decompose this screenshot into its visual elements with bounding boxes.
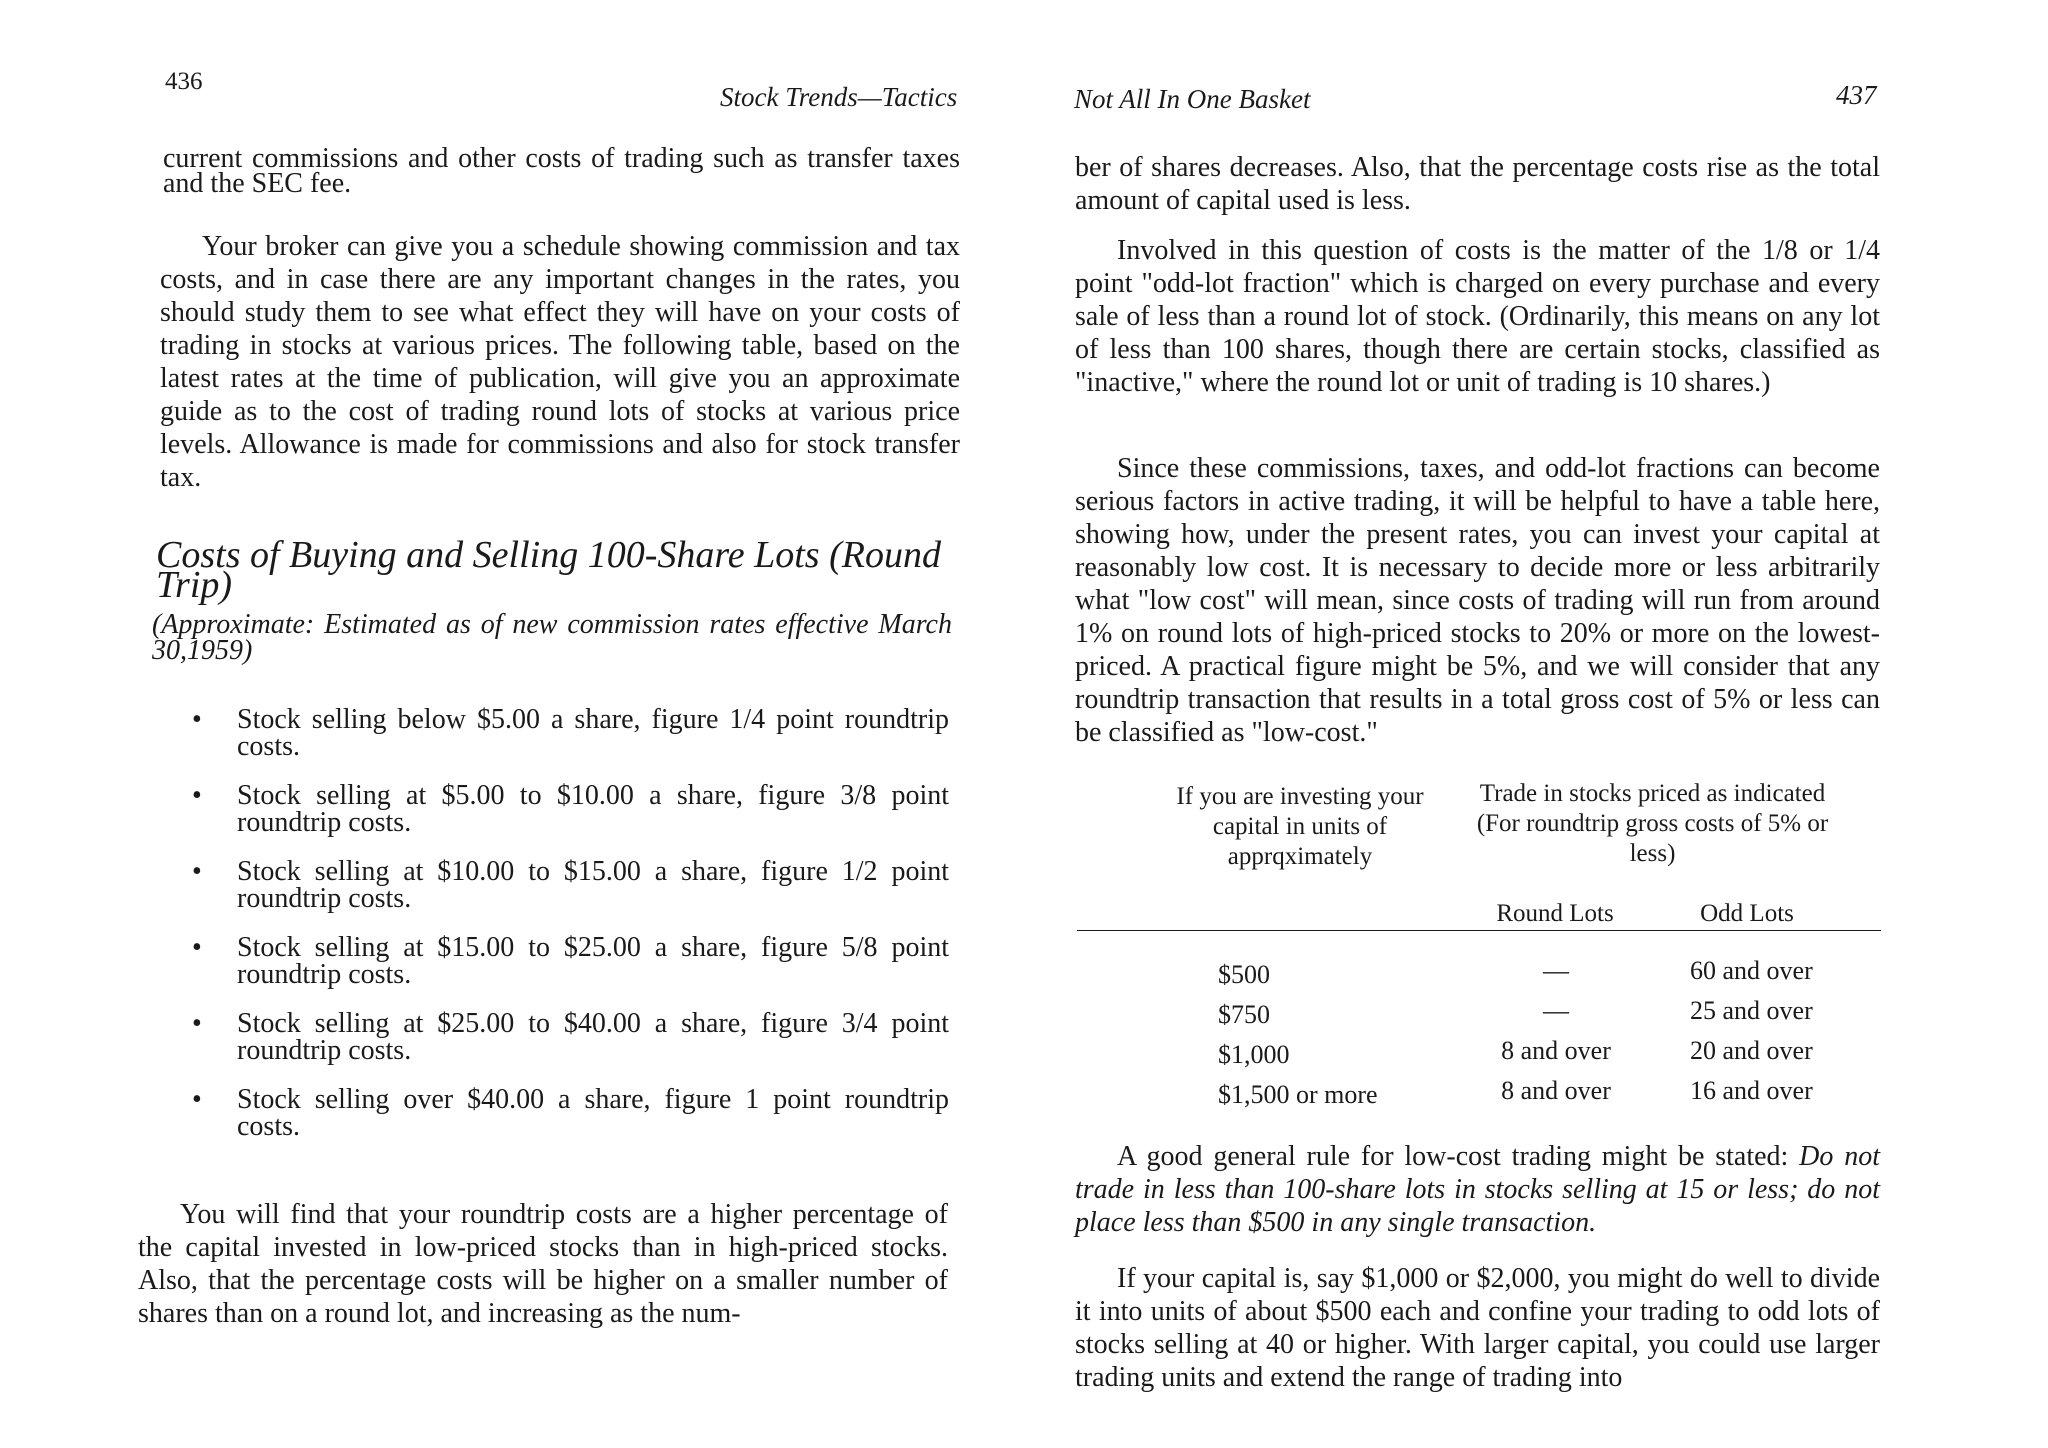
cell-capital: $1,500 or more	[1218, 1080, 1378, 1109]
right-paragraph-3: Since these commissions, taxes, and odd-lot fractions can become serious factors in active trading, it will be helpful to have a table here, showing how, under the present rates, you can invest your capital at reasonably low cost. It is necessary to decide more or less arbitrarily what "low cost" will mean, since costs of trading will run from around 1% on round lots of high-priced stocks to 20% or more on the lowest-priced. A practical figure might be 5%, and we will consider that any roundtrip transaction that results in a total gross cost of 5% or less can be classified as "low-cost."	[1075, 453, 1880, 748]
page-number-right: 437	[1836, 80, 1877, 110]
bullet-dot: •	[192, 932, 202, 963]
left-paragraph-1: current commissions and other costs of trading such as transfer taxes and the SEC fee.	[163, 143, 960, 199]
running-head-right: Not All In One Basket	[1074, 84, 1311, 114]
bullet-item	[192, 858, 949, 912]
right-paragraph-5: If your capital is, say $1,000 or $2,000, you might do well to divide it into units of about $500 each and confine your trading to odd lots of stocks selling at 40 or higher. With larger capital, you could use larger trading units and extend the range of trading into	[1075, 1263, 1880, 1393]
cell-round: —	[1543, 996, 1569, 1025]
right-paragraph-1: ber of shares decreases. Also, that the percentage costs rise as the total amount of capital used is less.	[1075, 152, 1880, 216]
bullet-dot: •	[192, 1084, 202, 1115]
table-head-trade: Trade in stocks priced as indicated (For roundtrip gross costs of 5% or less)	[1476, 780, 1829, 867]
cell-round: 8 and over	[1501, 1076, 1611, 1105]
bullet-dot: •	[192, 856, 202, 887]
rule-italic: Do not trade in less than 100-share lots in stocks selling at 15 or less; do not place less than $500 in any single transaction.	[1075, 1141, 1881, 1238]
bullet-text: Stock selling over $40.00 a share, figure 1 point roundtrip costs.	[237, 1084, 949, 1142]
cell-odd: 60 and over	[1690, 956, 1813, 985]
bullet-dot: •	[192, 704, 202, 735]
cell-odd: 16 and over	[1690, 1076, 1813, 1105]
table-rule	[1077, 930, 1881, 931]
bullet-dot: •	[192, 780, 202, 811]
rule-lead: A good general rule for low-cost trading might be stated:	[1117, 1141, 1800, 1172]
bullet-text: Stock selling below $5.00 a share, figure 1/4 point roundtrip costs.	[237, 704, 949, 762]
section-subtitle: (Approximate: Estimated as of new commission rates effective March 30,1959)	[152, 609, 952, 666]
bullet-text: Stock selling at $10.00 to $15.00 a share, figure 1/2 point roundtrip costs.	[237, 856, 949, 914]
bullet-text: Stock selling at $25.00 to $40.00 a share, figure 3/4 point roundtrip costs.	[237, 1008, 949, 1066]
bullet-item	[192, 782, 949, 836]
cell-odd: 20 and over	[1690, 1036, 1813, 1065]
bullet-item	[192, 1086, 949, 1140]
right-paragraph-2: Involved in this question of costs is the matter of the 1/8 or 1/4 point "odd-lot fraction" which is charged on every purchase and every sale of less than a round lot of stock. (Ordinarily, this means on any lot of less than 100 shares, though there are certain stocks, classified as "inactive," where the round lot or unit of trading is 10 shares.)	[1075, 235, 1880, 398]
left-paragraph-2: Your broker can give you a schedule showing commission and tax costs, and in case there are any important changes in the rates, you should study them to see what effect they will have on your costs of trading in stocks at various prices. The following table, based on the latest rates at the time of publication, will give you an approximate guide as to the cost of trading round lots of stocks at various price levels. Allowance is made for commissions and also for stock transfer tax.	[160, 231, 960, 493]
bullet-item	[192, 706, 949, 760]
left-paragraph-3: You will find that your roundtrip costs are a higher percentage of the capital invested in low-priced stocks than in high-priced stocks. Also, that the percentage costs will be higher on a smaller number of shares than on a round lot, and increasing as the num-	[138, 1199, 948, 1329]
cell-capital: $750	[1218, 1000, 1270, 1029]
bullet-text: Stock selling at $5.00 to $10.00 a share, figure 3/8 point roundtrip costs.	[237, 780, 949, 838]
section-title: Costs of Buying and Selling 100-Share Lots (Round Trip)	[156, 534, 941, 606]
bullet-item	[192, 1010, 949, 1064]
cell-odd: 25 and over	[1690, 996, 1813, 1025]
right-paragraph-4	[1075, 1140, 1880, 1239]
bullet-text: Stock selling at $15.00 to $25.00 a share, figure 5/8 point roundtrip costs.	[237, 932, 949, 990]
cell-capital: $500	[1218, 960, 1270, 989]
running-head-left: Stock Trends—Tactics	[720, 82, 958, 112]
page-number-left: 436	[165, 68, 203, 95]
cell-round: —	[1543, 956, 1569, 985]
cell-capital: $1,000	[1218, 1040, 1290, 1069]
col-odd-lots: Odd Lots	[1700, 900, 1794, 927]
table-head-capital: If you are investing your capital in units of apprqximately	[1176, 783, 1424, 870]
cell-round: 8 and over	[1501, 1036, 1611, 1065]
bullet-dot: •	[192, 1008, 202, 1039]
bullet-item	[192, 934, 949, 988]
col-round-lots: Round Lots	[1496, 900, 1614, 927]
